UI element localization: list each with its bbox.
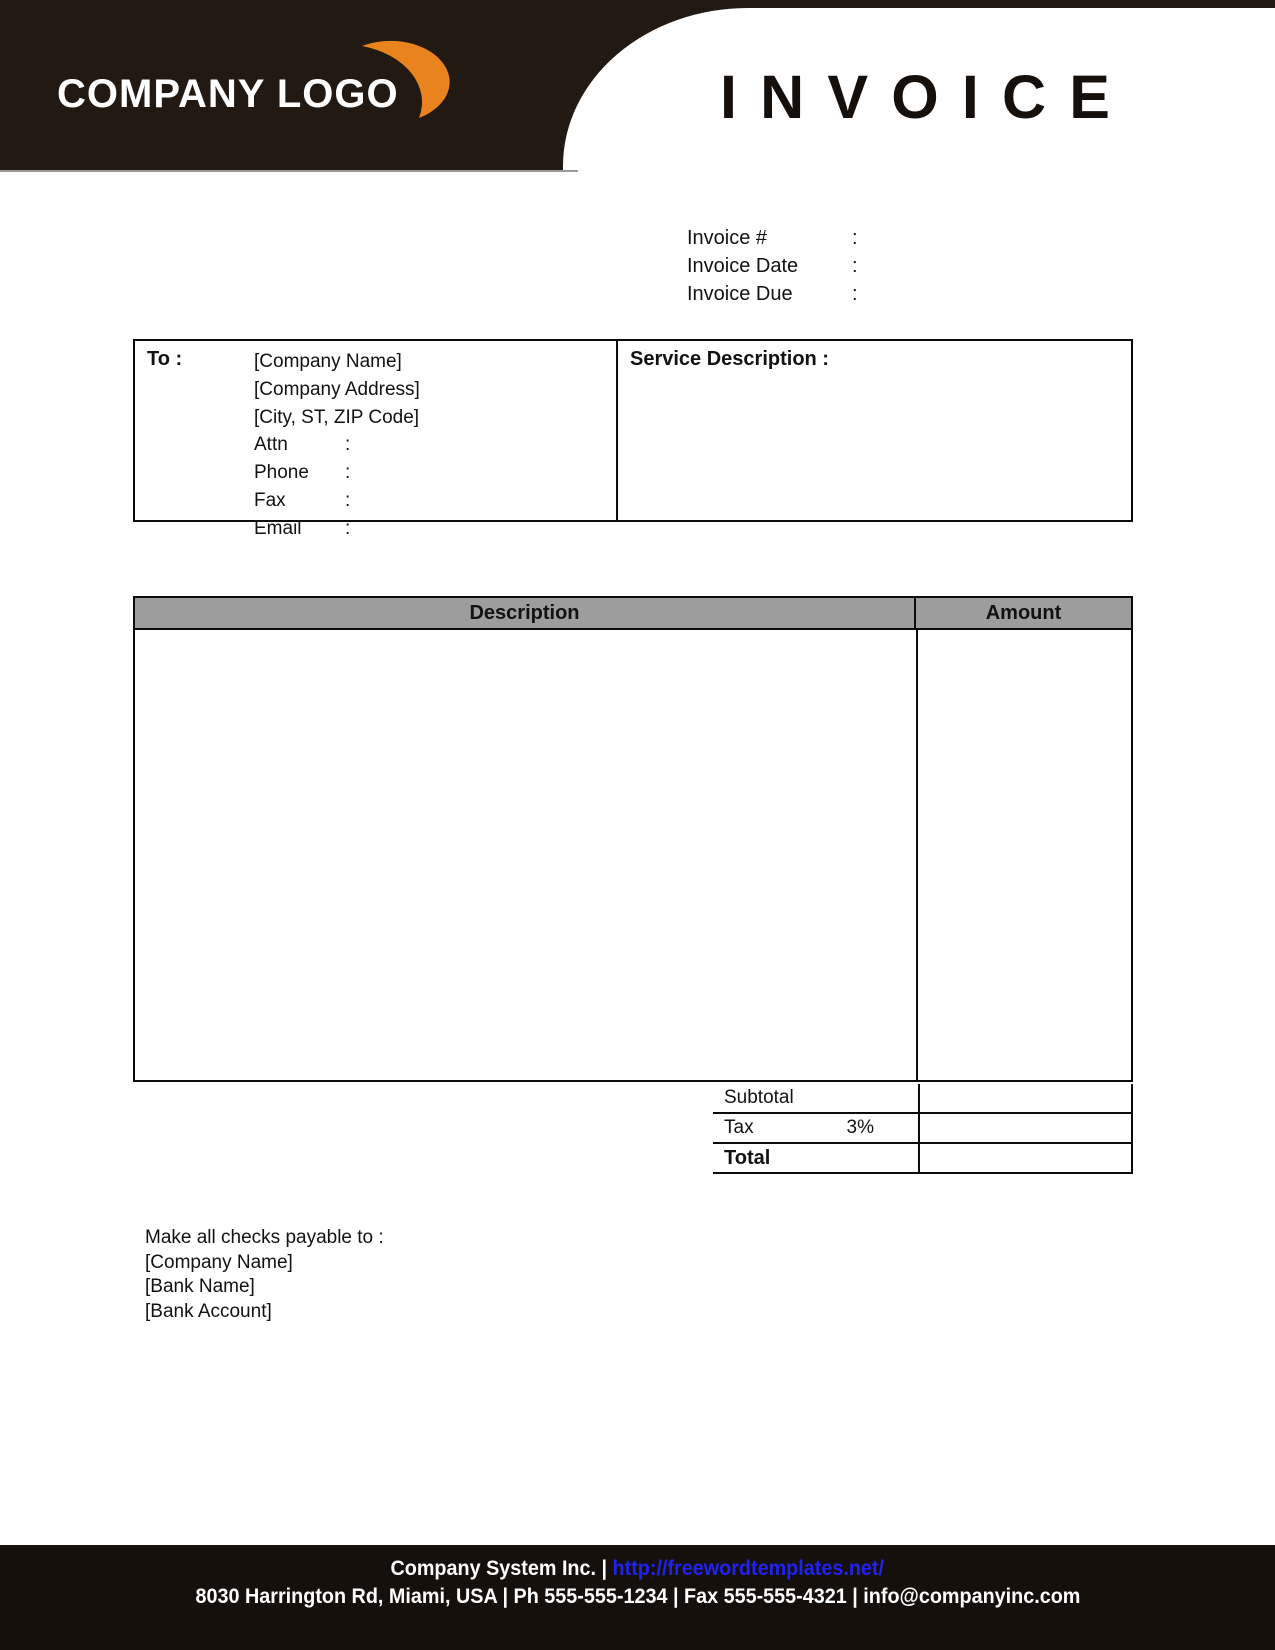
attn-row xyxy=(254,431,420,459)
tax-row xyxy=(713,1114,1131,1144)
attn-label: Attn xyxy=(254,434,288,456)
separator: : xyxy=(852,254,858,277)
subtotal-row xyxy=(713,1084,1131,1114)
total-value-field[interactable] xyxy=(918,1144,1131,1172)
total-row xyxy=(713,1144,1131,1174)
bill-to-company-address[interactable]: [Company Address] xyxy=(254,378,420,400)
header-band xyxy=(0,0,1275,170)
separator: : xyxy=(852,226,858,249)
invoice-number-label: Invoice # xyxy=(687,226,768,249)
items-table xyxy=(133,596,1133,1082)
separator: : xyxy=(345,434,351,456)
footer-address-line xyxy=(0,1582,1275,1610)
separator: : xyxy=(345,489,351,511)
totals-table xyxy=(713,1084,1133,1174)
separator: : xyxy=(852,282,858,305)
invoice-due-label: Invoice Due xyxy=(687,282,793,305)
payable-bank-account[interactable]: [Bank Account] xyxy=(145,1300,272,1322)
logo-swoosh-icon xyxy=(356,31,472,123)
footer-band xyxy=(0,1545,1275,1650)
footer-address-text: 8030 Harrington Rd, Miami, USA | Ph 555-555-1234 | Fax 555-555-4321 | info@companyinc.com xyxy=(195,1584,1080,1608)
bill-to-details xyxy=(254,348,420,539)
fax-label: Fax xyxy=(254,489,286,511)
tax-value-field[interactable] xyxy=(918,1114,1131,1142)
email-row xyxy=(254,515,420,543)
bill-to-city-line[interactable]: [City, ST, ZIP Code] xyxy=(254,406,420,428)
items-table-header xyxy=(133,596,1133,630)
description-column-header: Description xyxy=(135,598,916,628)
service-description-label: Service Description : xyxy=(630,348,829,370)
footer-website-link[interactable]: http://freewordtemplates.net/ xyxy=(612,1556,885,1580)
separator: : xyxy=(345,462,351,484)
items-table-body xyxy=(133,630,1133,1082)
subtotal-value-field[interactable] xyxy=(918,1084,1131,1112)
total-label: Total xyxy=(724,1146,771,1169)
separator: : xyxy=(345,517,351,539)
invoice-meta xyxy=(687,224,986,308)
email-label: Email xyxy=(254,517,302,539)
bill-to-label: To : xyxy=(147,348,183,370)
subtotal-label: Subtotal xyxy=(724,1087,794,1108)
header-underline xyxy=(0,170,578,172)
invoice-due-row xyxy=(687,280,986,308)
payable-company-name[interactable]: [Company Name] xyxy=(145,1251,293,1273)
phone-label: Phone xyxy=(254,462,309,484)
invoice-date-row xyxy=(687,252,986,280)
tax-rate: 3% xyxy=(846,1117,874,1138)
bill-to-company-name[interactable]: [Company Name] xyxy=(254,351,402,372)
amount-column-header: Amount xyxy=(985,601,1062,624)
company-logo-text: COMPANY LOGO xyxy=(57,72,399,116)
service-description-cell[interactable] xyxy=(618,341,1131,520)
bill-to-box xyxy=(133,339,1133,539)
page-title: INVOICE xyxy=(720,63,1134,131)
phone-row xyxy=(254,459,420,487)
amount-body-cell[interactable] xyxy=(918,630,1131,1080)
fax-row xyxy=(254,487,420,515)
invoice-date-label: Invoice Date xyxy=(687,254,799,277)
footer-company-line xyxy=(0,1554,1275,1582)
tax-label: Tax xyxy=(724,1117,754,1138)
payable-bank-name[interactable]: [Bank Name] xyxy=(145,1276,255,1298)
payment-info xyxy=(145,1226,384,1324)
bill-to-cell xyxy=(135,341,618,539)
description-body-cell[interactable] xyxy=(135,630,918,1080)
checks-payable-label: Make all checks payable to : xyxy=(145,1227,384,1248)
footer-company-text: Company System Inc. | xyxy=(390,1556,608,1580)
invoice-number-row xyxy=(687,224,986,252)
